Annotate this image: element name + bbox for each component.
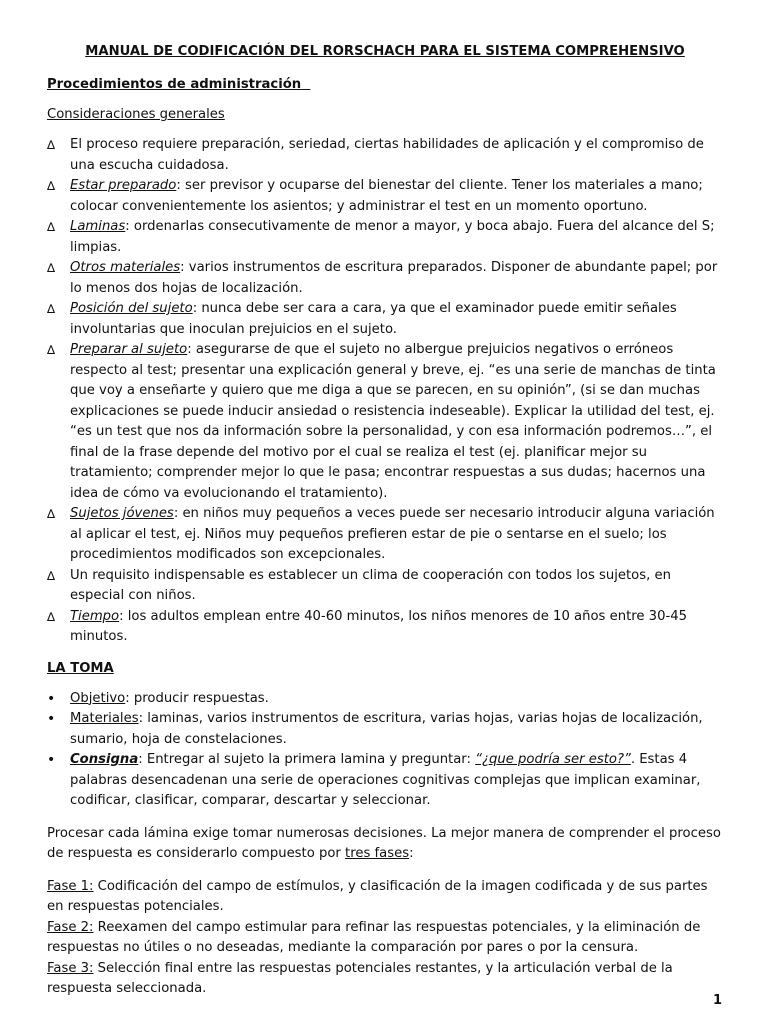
bullet-icon: • [47, 711, 56, 727]
item-term: Estar preparado [70, 178, 177, 193]
item-term: Otros materiales [70, 260, 181, 275]
item-text: : Entregar al sujeto la primera lamina y preguntar: [138, 752, 476, 767]
item-term: Objetivo [70, 690, 126, 706]
section-heading-admin: Procedimientos de administración [47, 77, 302, 92]
list-item [47, 135, 723, 176]
item-term: Tiempo [70, 608, 120, 624]
item-quote: “¿que podría ser esto?” [475, 752, 631, 767]
item-text: El proceso requiere preparación, seriedad, ciertas habilidades de aplicación y el compromiso de una escucha cuidadosa. [70, 137, 704, 173]
phase-item [47, 918, 723, 959]
list-item [47, 607, 723, 648]
item-text: : producir respuestas. [125, 690, 269, 706]
phase-text: Reexamen del campo estimular para refinar las respuestas potenciales, y la eliminación de respuestas no útiles o no deseadas, mediante la comparación por pares o por la censura. [47, 919, 701, 955]
phase-label: Fase 1: [47, 878, 94, 894]
list-item [47, 176, 723, 217]
bullet-icon: • [47, 690, 56, 707]
item-text: : en niños muy pequeños a veces puede ser necesario introducir alguna variación al aplicar el test, ej. Niños muy pequeños prefieren estar de pie o sentarse en el suelo; los procedimientos modificados son excepcionales. [70, 506, 715, 562]
subsection-heading-general: Consideraciones generales [47, 107, 225, 122]
bullet-icon: • [47, 752, 56, 768]
phase-item [47, 959, 723, 1000]
item-term: Materiales [70, 711, 139, 726]
list-item [47, 689, 723, 710]
item-text: Un requisito indispensable es establecer un clima de cooperación con todos los sujetos, en especial con niños. [70, 567, 671, 603]
phases-block [47, 877, 723, 1000]
triangle-bullet-icon: ∆ [47, 609, 56, 624]
triangle-bullet-icon: ∆ [47, 138, 56, 152]
process-paragraph: Procesar cada lámina exige tomar numerosas decisiones. La mejor manera de comprender el proceso de respuesta es considerarlo compuesto por tres fases: [47, 825, 721, 861]
item-term: Posición del sujeto [70, 301, 193, 316]
list-item [47, 340, 723, 504]
three-phases-term: tres fases [345, 846, 410, 861]
item-term: Preparar al sujeto [70, 342, 188, 357]
document-title: MANUAL DE CODIFICACIÓN DEL RORSCHACH PARA EL SISTEMA COMPREHENSIVO [85, 44, 685, 59]
item-text: : asegurarse de que el sujeto no albergue prejuicios negativos o erróneos respecto al test; presentar una explicación general y breve, ej. “es una serie de manchas de tinta que voy a enseñarte y quiero que me diga a que se parecen, en su opinión”, (si se dan muchas explicaciones se puede inducir ansiedad o resistencia indeseable). Explicar la utilidad del test, ej. “es un test que nos da información sobre la personalidad, y con esa información podremos…”, el final de la frase depende del motivo por el cual se realiza el test (ej. planificar mejor su tratamiento; comprender mejor lo que le pasa; encontrar respuestas a sus dudas; hacernos una idea de cómo va evolucionando el tratamiento). [70, 342, 716, 501]
general-considerations-list [47, 135, 723, 648]
triangle-bullet-icon: ∆ [47, 568, 56, 583]
phase-text: Selección final entre las respuestas potenciales restantes, y la articulación verbal de la respuesta seleccionada. [47, 960, 673, 996]
list-item [47, 504, 723, 566]
item-text: . Estas 4 palabras desencadenan una serie de operaciones cognitivas complejas que implican examinar, codificar, clasificar, comparar, descartar y seleccionar. [70, 752, 701, 808]
item-term: Consigna [70, 752, 139, 767]
document-page [47, 42, 723, 1000]
item-text: : los adultos emplean entre 40-60 minutos, los niños menores de 10 años entre 30-45 minutos. [70, 608, 687, 644]
triangle-bullet-icon: ∆ [47, 220, 56, 234]
list-item [47, 299, 723, 340]
item-text: : ordenarlas consecutivamente de menor a mayor, y boca abajo. Fuera del alcance del S; limpias. [70, 219, 715, 255]
phase-item [47, 877, 723, 918]
phase-text: Codificación del campo de estímulos, y clasificación de la imagen codificada y de sus partes en respuestas potenciales. [47, 878, 708, 914]
phase-label: Fase 3: [47, 960, 94, 976]
item-text: : nunca debe ser cara a cara, ya que el examinador puede emitir señales involuntarias que inoculan prejuicios en el sujeto. [70, 301, 677, 337]
item-text: : laminas, varios instrumentos de escritura, varias hojas, varias hojas de localización, sumario, hoja de constelaciones. [70, 711, 703, 747]
list-item [47, 750, 723, 812]
item-text: : varios instrumentos de escritura preparados. Disponer de abundante papel; por lo menos dos hojas de localización. [70, 260, 718, 296]
list-item [47, 217, 723, 258]
triangle-bullet-icon: ∆ [47, 179, 56, 193]
item-term: Sujetos jóvenes [70, 506, 174, 521]
triangle-bullet-icon: ∆ [47, 343, 56, 357]
toma-list [47, 689, 723, 812]
list-item [47, 566, 723, 607]
list-item [47, 258, 723, 299]
triangle-bullet-icon: ∆ [47, 507, 56, 521]
list-item [47, 709, 723, 750]
phase-label: Fase 2: [47, 919, 94, 935]
item-term: Laminas [70, 219, 126, 234]
section-heading-toma: LA TOMA [47, 660, 114, 676]
item-text: : ser previsor y ocuparse del bienestar del cliente. Tener los materiales a mano; colocar convenientemente los asientos; y administrar el test en un momento oportuno. [70, 178, 703, 214]
triangle-bullet-icon: ∆ [47, 261, 56, 275]
page-number: 1 [712, 993, 722, 1008]
triangle-bullet-icon: ∆ [47, 302, 56, 316]
